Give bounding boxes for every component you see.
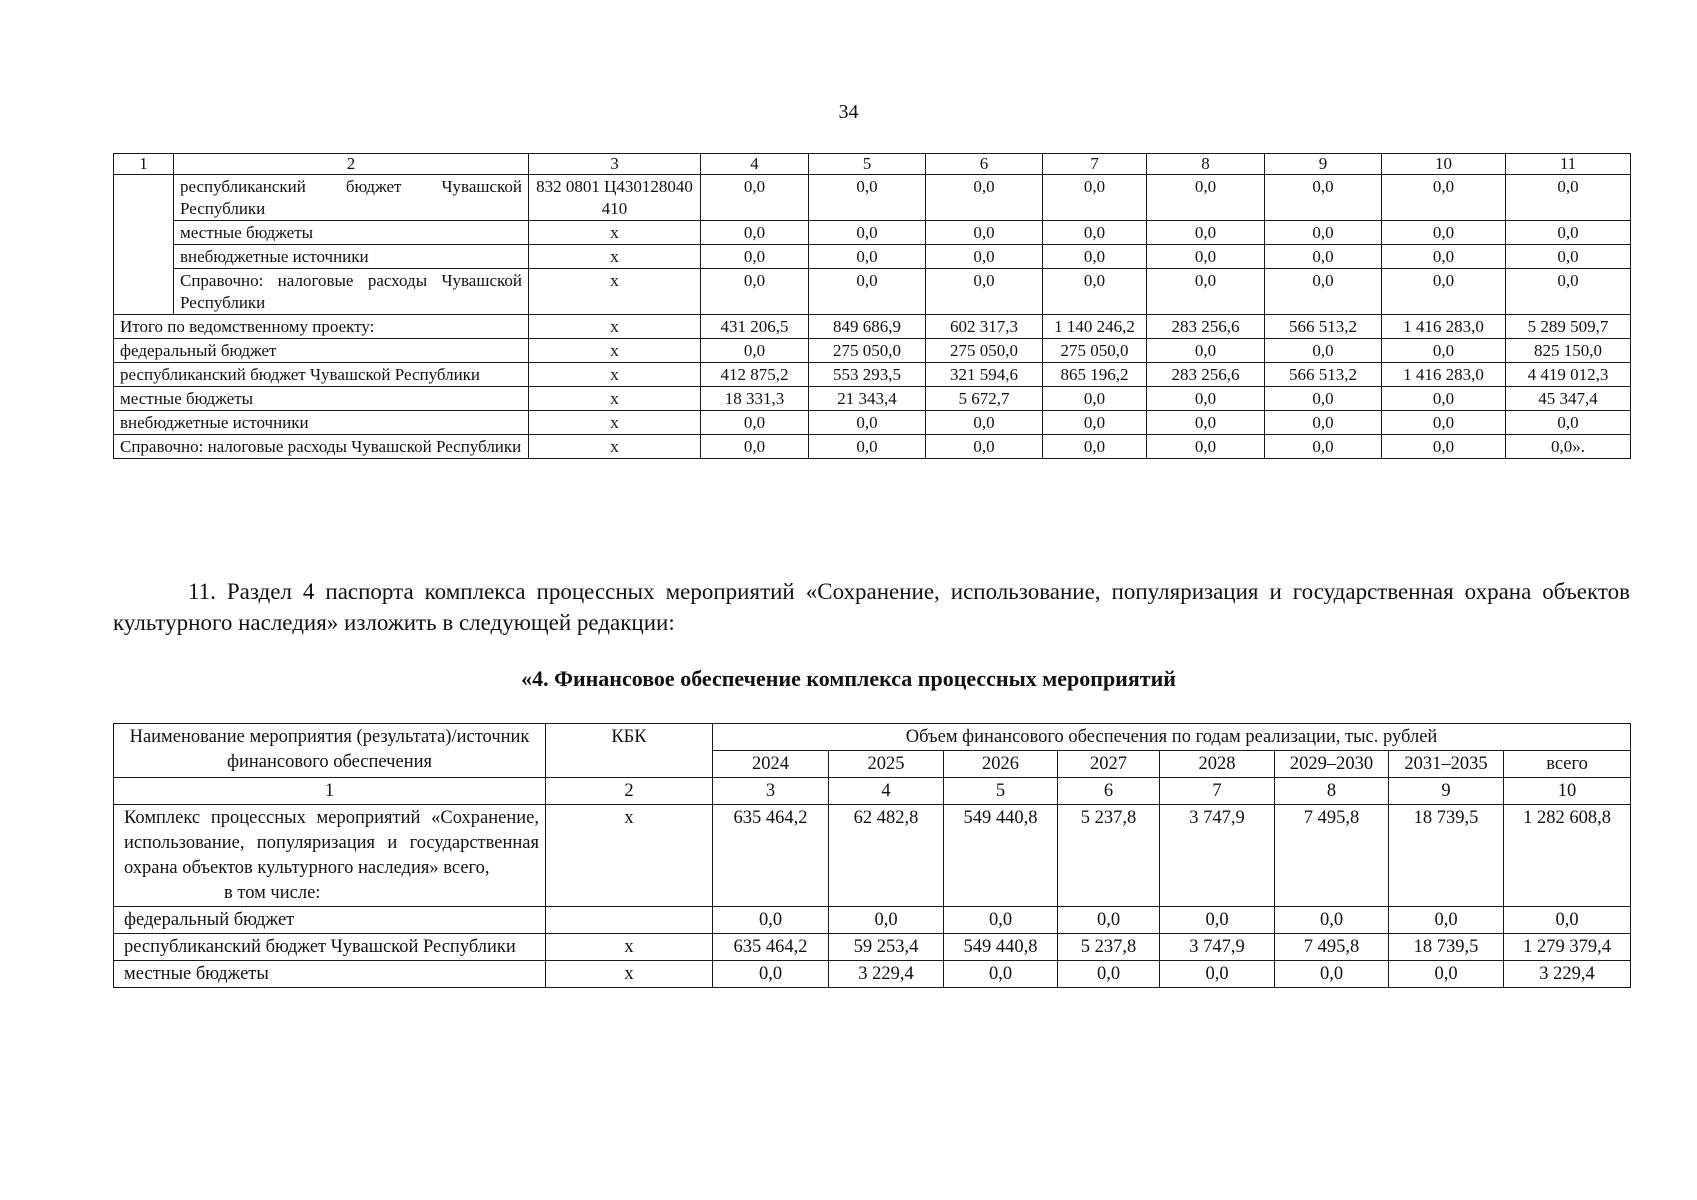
value-cell: 0,0 (1265, 387, 1382, 411)
row-label: Итого по ведомственному проекту: (114, 315, 529, 339)
value-cell: 5 237,8 (1058, 805, 1160, 907)
table-row (114, 245, 1631, 269)
column-number-8: 8 (1147, 154, 1265, 175)
year-header: 2027 (1058, 751, 1160, 778)
value-cell: 1 416 283,0 (1382, 315, 1506, 339)
column-number-10: 10 (1504, 778, 1631, 805)
value-cell: 0,0 (1043, 245, 1147, 269)
column-number-11: 11 (1506, 154, 1631, 175)
value-cell: 0,0 (926, 221, 1043, 245)
row-kbk (546, 907, 713, 934)
row-label: местные бюджеты (174, 221, 529, 245)
value-cell: 602 317,3 (926, 315, 1043, 339)
row-label (114, 805, 546, 907)
column-number-8: 8 (1275, 778, 1389, 805)
value-cell: 7 495,8 (1275, 805, 1389, 907)
year-header: 2031–2035 (1389, 751, 1504, 778)
value-cell: 275 050,0 (926, 339, 1043, 363)
year-header: 2026 (944, 751, 1058, 778)
value-cell: 0,0 (1504, 907, 1631, 934)
value-cell: 283 256,6 (1147, 315, 1265, 339)
row-label: внебюджетные источники (174, 245, 529, 269)
value-cell: 0,0 (701, 435, 809, 459)
page-number: 34 (838, 101, 859, 123)
column-number-1: 1 (114, 778, 546, 805)
value-cell: 0,0 (1160, 961, 1275, 988)
financing-table (113, 723, 1631, 988)
value-cell: 1 282 608,8 (1504, 805, 1631, 907)
value-cell: 0,0 (926, 269, 1043, 315)
value-cell: 321 594,6 (926, 363, 1043, 387)
value-cell: 549 440,8 (944, 934, 1058, 961)
value-cell: 566 513,2 (1265, 315, 1382, 339)
value-cell: 0,0 (809, 245, 926, 269)
row-code: 832 0801 Ц430128040 410 (529, 175, 701, 221)
value-cell: 0,0 (1382, 269, 1506, 315)
value-cell: 0,0 (713, 961, 829, 988)
value-cell: 0,0 (1265, 411, 1382, 435)
value-cell: 825 150,0 (1506, 339, 1631, 363)
value-cell: 0,0 (1147, 245, 1265, 269)
value-cell: 0,0 (1043, 411, 1147, 435)
row-code: х (529, 245, 701, 269)
year-header: 2024 (713, 751, 829, 778)
value-cell: 553 293,5 (809, 363, 926, 387)
row-kbk: х (546, 934, 713, 961)
table-row (114, 411, 1631, 435)
value-cell: 5 237,8 (1058, 934, 1160, 961)
column-number-3: 3 (713, 778, 829, 805)
value-cell: 0,0 (809, 411, 926, 435)
value-cell: 0,0 (1043, 387, 1147, 411)
value-cell: 0,0 (926, 411, 1043, 435)
table-column-numbers-row (114, 778, 1631, 805)
row-label-text: федеральный бюджет (124, 910, 295, 930)
value-cell: 62 482,8 (829, 805, 944, 907)
value-cell: 0,0 (1382, 411, 1506, 435)
row-label: Справочно: налоговые расходы Чувашской Республики (174, 269, 529, 315)
row-kbk: х (546, 805, 713, 907)
column-number-9: 9 (1389, 778, 1504, 805)
value-cell: 3 229,4 (1504, 961, 1631, 988)
row-code: х (529, 339, 701, 363)
table-row (114, 387, 1631, 411)
value-cell: 0,0 (1382, 221, 1506, 245)
table-row (114, 339, 1631, 363)
value-cell: 0,0 (1147, 339, 1265, 363)
year-header: 2025 (829, 751, 944, 778)
section-heading: «4. Финансовое обеспечение комплекса процессных мероприятий (521, 666, 1176, 691)
table-row (114, 221, 1631, 245)
table-row (114, 961, 1631, 988)
value-cell: 849 686,9 (809, 315, 926, 339)
value-cell: 549 440,8 (944, 805, 1058, 907)
value-cell: 0,0 (926, 245, 1043, 269)
table-row (114, 363, 1631, 387)
value-cell: 3 747,9 (1160, 805, 1275, 907)
value-cell: 0,0 (1043, 269, 1147, 315)
value-cell: 0,0 (926, 435, 1043, 459)
value-cell: 0,0 (1265, 221, 1382, 245)
row-label-subtext: в том числе: (224, 883, 321, 903)
column-number-2: 2 (546, 778, 713, 805)
value-cell: 0,0 (701, 411, 809, 435)
value-cell: 45 347,4 (1506, 387, 1631, 411)
value-cell: 5 672,7 (926, 387, 1043, 411)
value-cell: 0,0 (1506, 175, 1631, 221)
value-cell: 0,0 (1058, 961, 1160, 988)
value-cell: 0,0 (1147, 175, 1265, 221)
value-cell: 18 739,5 (1389, 934, 1504, 961)
value-cell: 0,0 (1160, 907, 1275, 934)
value-cell: 0,0 (1382, 245, 1506, 269)
row-label-text: Комплекс процессных мероприятий «Сохранение, использование, популяризация и государственная охрана объектов культурного наследия» всего, (124, 808, 539, 878)
column-number-9: 9 (1265, 154, 1382, 175)
row-label (114, 907, 546, 934)
table-row (114, 805, 1631, 907)
table-row (114, 934, 1631, 961)
row-code: х (529, 221, 701, 245)
value-cell: 0,0 (701, 269, 809, 315)
column-number-6: 6 (926, 154, 1043, 175)
row-code: х (529, 315, 701, 339)
row-label-text: местные бюджеты (124, 964, 269, 984)
column-header-name: Наименование мероприятия (результата)/источник финансового обеспечения (114, 724, 546, 778)
value-cell: 0,0 (701, 221, 809, 245)
value-cell: 0,0 (1275, 961, 1389, 988)
value-cell: 0,0 (926, 175, 1043, 221)
value-cell: 0,0 (1506, 221, 1631, 245)
value-cell: 635 464,2 (713, 805, 829, 907)
table-row (114, 435, 1631, 459)
value-cell: 1 416 283,0 (1382, 363, 1506, 387)
column-number-7: 7 (1160, 778, 1275, 805)
value-cell: 1 140 246,2 (1043, 315, 1147, 339)
value-cell: 0,0 (1147, 387, 1265, 411)
value-cell: 0,0 (1382, 387, 1506, 411)
table-row (114, 175, 1631, 221)
value-cell: 275 050,0 (809, 339, 926, 363)
paragraph-item-11: 11. Раздел 4 паспорта комплекса процессных мероприятий «Сохранение, использование, популяризация и государственная охрана объектов культурного наследия» изложить в следующей редакции: (113, 579, 1630, 635)
value-cell: 412 875,2 (701, 363, 809, 387)
row-label (114, 934, 546, 961)
row-label: Справочно: налоговые расходы Чувашской Республики (114, 435, 529, 459)
value-cell: 4 419 012,3 (1506, 363, 1631, 387)
row-label (114, 961, 546, 988)
row-label-text: республиканский бюджет Чувашской Республики (124, 937, 516, 957)
value-cell: 283 256,6 (1147, 363, 1265, 387)
value-cell: 566 513,2 (1265, 363, 1382, 387)
value-cell: 18 331,3 (701, 387, 809, 411)
table-header-row (114, 154, 1631, 175)
empty-cell (114, 175, 174, 315)
value-cell: 18 739,5 (1389, 805, 1504, 907)
value-cell: 1 279 379,4 (1504, 934, 1631, 961)
column-number-4: 4 (829, 778, 944, 805)
value-cell: 0,0 (1043, 175, 1147, 221)
value-cell: 0,0 (944, 961, 1058, 988)
value-cell: 0,0 (701, 245, 809, 269)
value-cell: 0,0 (1265, 339, 1382, 363)
row-label: внебюджетные источники (114, 411, 529, 435)
row-label: республиканский бюджет Чувашской Республики (114, 363, 529, 387)
table-header-row (114, 724, 1631, 751)
year-header: 2029–2030 (1275, 751, 1389, 778)
column-number-4: 4 (701, 154, 809, 175)
row-label: республиканский бюджет Чувашской Республики (174, 175, 529, 221)
value-cell: 0,0». (1506, 435, 1631, 459)
value-cell: 0,0 (1147, 221, 1265, 245)
column-number-5: 5 (944, 778, 1058, 805)
row-code: х (529, 435, 701, 459)
table-continuation (113, 153, 1631, 459)
value-cell: 0,0 (1147, 269, 1265, 315)
value-cell: 0,0 (701, 339, 809, 363)
value-cell: 635 464,2 (713, 934, 829, 961)
row-code: х (529, 363, 701, 387)
value-cell: 0,0 (1147, 435, 1265, 459)
value-cell: 3 747,9 (1160, 934, 1275, 961)
row-code: х (529, 387, 701, 411)
value-cell: 0,0 (1058, 907, 1160, 934)
value-cell: 0,0 (1382, 175, 1506, 221)
table-row (114, 315, 1631, 339)
year-header: 2028 (1160, 751, 1275, 778)
value-cell: 0,0 (1389, 961, 1504, 988)
column-number-2: 2 (174, 154, 529, 175)
value-cell: 0,0 (1147, 411, 1265, 435)
value-cell: 0,0 (1382, 339, 1506, 363)
table-row (114, 907, 1631, 934)
value-cell: 0,0 (809, 435, 926, 459)
value-cell: 0,0 (1043, 435, 1147, 459)
value-cell: 0,0 (701, 175, 809, 221)
value-cell: 21 343,4 (809, 387, 926, 411)
value-cell: 0,0 (1265, 175, 1382, 221)
row-code: х (529, 411, 701, 435)
column-number-7: 7 (1043, 154, 1147, 175)
value-cell: 865 196,2 (1043, 363, 1147, 387)
value-cell: 0,0 (1043, 221, 1147, 245)
column-header-volume: Объем финансового обеспечения по годам реализации, тыс. рублей (713, 724, 1631, 751)
row-label: местные бюджеты (114, 387, 529, 411)
column-number-3: 3 (529, 154, 701, 175)
value-cell: 431 206,5 (701, 315, 809, 339)
value-cell: 7 495,8 (1275, 934, 1389, 961)
column-number-5: 5 (809, 154, 926, 175)
value-cell: 59 253,4 (829, 934, 944, 961)
value-cell: 3 229,4 (829, 961, 944, 988)
value-cell: 0,0 (809, 175, 926, 221)
value-cell: 0,0 (1389, 907, 1504, 934)
value-cell: 0,0 (809, 221, 926, 245)
value-cell: 0,0 (809, 269, 926, 315)
row-code: х (529, 269, 701, 315)
value-cell: 5 289 509,7 (1506, 315, 1631, 339)
column-number-1: 1 (114, 154, 174, 175)
value-cell: 0,0 (1275, 907, 1389, 934)
value-cell: 0,0 (1265, 245, 1382, 269)
row-kbk: х (546, 961, 713, 988)
year-header: всего (1504, 751, 1631, 778)
value-cell: 0,0 (1506, 411, 1631, 435)
value-cell: 0,0 (1382, 435, 1506, 459)
value-cell: 0,0 (829, 907, 944, 934)
value-cell: 0,0 (1265, 435, 1382, 459)
value-cell: 0,0 (944, 907, 1058, 934)
value-cell: 0,0 (1506, 245, 1631, 269)
column-number-10: 10 (1382, 154, 1506, 175)
value-cell: 0,0 (1506, 269, 1631, 315)
row-label: федеральный бюджет (114, 339, 529, 363)
value-cell: 275 050,0 (1043, 339, 1147, 363)
value-cell: 0,0 (1265, 269, 1382, 315)
column-header-kbk: КБК (546, 724, 713, 778)
value-cell: 0,0 (713, 907, 829, 934)
column-number-6: 6 (1058, 778, 1160, 805)
table-row (114, 269, 1631, 315)
